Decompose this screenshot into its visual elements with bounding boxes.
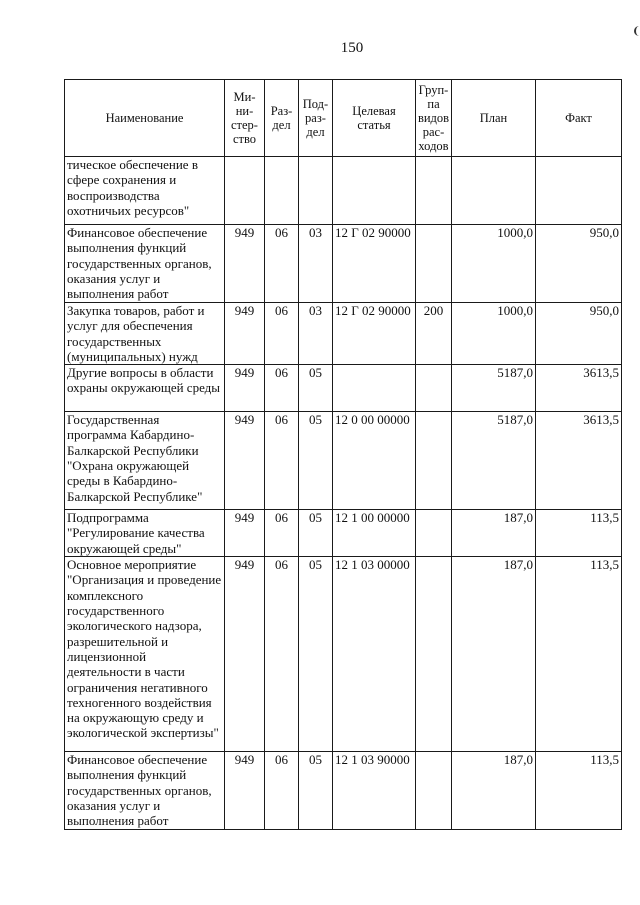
row-ministry: 949 — [225, 412, 265, 510]
table-row — [65, 303, 622, 365]
row-target: 12 1 03 00000 — [333, 557, 416, 752]
row-expense-group — [416, 412, 452, 510]
row-expense-group — [416, 752, 452, 830]
row-fact: 3613,5 — [536, 365, 622, 412]
row-fact: 113,5 — [536, 510, 622, 557]
row-name: Основное мероприятие "Организация и проведение комплексного государственного экологического надзора, разрешительной и лицензионной деятельности в части ограничения негативного техногенного воздействия на окружающую среду и экологической экспертизы" — [65, 557, 225, 752]
header-ministry: Ми- ни- стер- ство — [225, 80, 265, 157]
row-section: 06 — [265, 510, 299, 557]
row-subsection: 03 — [299, 225, 333, 303]
row-plan: 1000,0 — [452, 303, 536, 365]
row-plan: 187,0 — [452, 752, 536, 830]
row-target: 12 0 00 00000 — [333, 412, 416, 510]
row-fact: 950,0 — [536, 303, 622, 365]
row-plan: 1000,0 — [452, 225, 536, 303]
row-target: 12 1 00 00000 — [333, 510, 416, 557]
row-expense-group — [416, 510, 452, 557]
row-subsection: 05 — [299, 752, 333, 830]
row-target: 12 Г 02 90000 — [333, 303, 416, 365]
row-target: 12 Г 02 90000 — [333, 225, 416, 303]
row-ministry: 949 — [225, 303, 265, 365]
row-subsection — [299, 157, 333, 225]
row-section: 06 — [265, 225, 299, 303]
header-name: Наименование — [65, 80, 225, 157]
row-subsection: 03 — [299, 303, 333, 365]
header-subsection: Под- раз- дел — [299, 80, 333, 157]
row-ministry: 949 — [225, 557, 265, 752]
row-section — [265, 157, 299, 225]
row-ministry: 949 — [225, 752, 265, 830]
row-subsection: 05 — [299, 412, 333, 510]
table-row — [65, 752, 622, 830]
row-section: 06 — [265, 412, 299, 510]
row-subsection: 05 — [299, 557, 333, 752]
row-section: 06 — [265, 557, 299, 752]
row-plan: 5187,0 — [452, 365, 536, 412]
row-fact: 113,5 — [536, 752, 622, 830]
row-expense-group — [416, 365, 452, 412]
row-name: Государственная программа Кабардино-Балкарской Республики "Охрана окружающей среды в Кабардино-Балкарской Республике" — [65, 412, 225, 510]
row-fact: 950,0 — [536, 225, 622, 303]
row-target — [333, 365, 416, 412]
row-plan: 187,0 — [452, 510, 536, 557]
row-name: Другие вопросы в области охраны окружающей среды — [65, 365, 225, 412]
header-expense-group: Груп- па видов рас- ходов — [416, 80, 452, 157]
table-header-row — [65, 80, 622, 157]
header-section: Раз- дел — [265, 80, 299, 157]
table-row — [65, 157, 622, 225]
row-fact — [536, 157, 622, 225]
row-ministry — [225, 157, 265, 225]
table-row — [65, 412, 622, 510]
table-row — [65, 557, 622, 752]
row-target: 12 1 03 90000 — [333, 752, 416, 830]
row-name: Финансовое обеспечение выполнения функций государственных органов, оказания услуг и выполнения работ — [65, 225, 225, 303]
row-section: 06 — [265, 303, 299, 365]
row-section: 06 — [265, 752, 299, 830]
row-fact: 3613,5 — [536, 412, 622, 510]
row-name: Подпрограмма "Регулирование качества окружающей среды" — [65, 510, 225, 557]
row-expense-group: 200 — [416, 303, 452, 365]
row-target — [333, 157, 416, 225]
row-section: 06 — [265, 365, 299, 412]
row-subsection: 05 — [299, 510, 333, 557]
table-row — [65, 510, 622, 557]
row-fact: 113,5 — [536, 557, 622, 752]
header-plan: План — [452, 80, 536, 157]
header-fact: Факт — [536, 80, 622, 157]
budget-table — [64, 79, 622, 830]
page-number: 150 — [340, 40, 364, 56]
row-name: Финансовое обеспечение выполнения функций государственных органов, оказания услуг и выполнения работ — [65, 752, 225, 830]
row-expense-group — [416, 157, 452, 225]
row-expense-group — [416, 225, 452, 303]
row-name: Закупка товаров, работ и услуг для обеспечения государственных (муниципальных) нужд — [65, 303, 225, 365]
table-body — [65, 157, 622, 830]
row-plan: 5187,0 — [452, 412, 536, 510]
row-name: тическое обеспечение в сфере сохранения и воспроизводства охотничьих ресурсов" — [65, 157, 225, 225]
scan-edge-mark — [634, 26, 640, 36]
row-plan — [452, 157, 536, 225]
table-row — [65, 365, 622, 412]
row-ministry: 949 — [225, 510, 265, 557]
row-subsection: 05 — [299, 365, 333, 412]
row-ministry: 949 — [225, 365, 265, 412]
row-ministry: 949 — [225, 225, 265, 303]
header-target: Целевая статья — [333, 80, 416, 157]
row-expense-group — [416, 557, 452, 752]
row-plan: 187,0 — [452, 557, 536, 752]
table-row — [65, 225, 622, 303]
